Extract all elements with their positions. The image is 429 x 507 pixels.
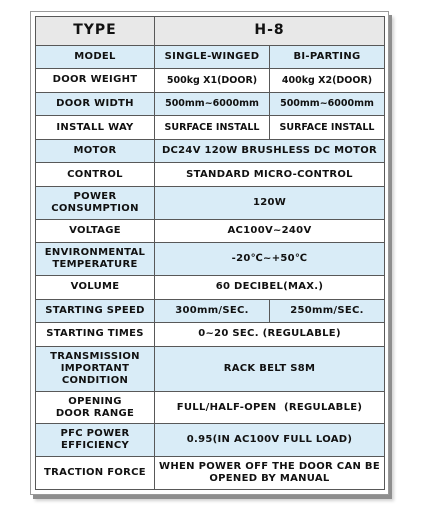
row-value-a: SINGLE-WINGED [155, 45, 270, 69]
row-value-a: 500kg X1(DOOR) [155, 69, 270, 93]
row-label: CONTROL [36, 163, 155, 187]
row-label [36, 424, 155, 457]
spec-row-volume [36, 275, 385, 299]
row-label [36, 391, 155, 424]
spec-table [35, 16, 385, 490]
row-value: FULL/HALF-OPEN (REGULABLE) [155, 391, 385, 424]
spec-row-transmission [36, 346, 385, 391]
row-label [36, 186, 155, 219]
spec-row-door-weight [36, 69, 385, 93]
row-value-a: 500mm~6000mm [155, 92, 270, 116]
label-line: OPENING [68, 395, 122, 407]
spec-row-power-consumption [36, 186, 385, 219]
label-line: CONDITION [61, 374, 129, 386]
spec-row-install-way [36, 116, 385, 140]
row-value: 0.95(IN AC100V FULL LOAD) [155, 424, 385, 457]
row-value: DC24V 120W BRUSHLESS DC MOTOR [155, 139, 385, 163]
row-label: TRACTION FORCE [36, 457, 155, 490]
row-label: DOOR WIDTH [36, 92, 155, 116]
row-value: RACK BELT S8M [155, 346, 385, 391]
label-line: POWER [73, 190, 117, 202]
row-value: -20℃~+50℃ [155, 243, 385, 276]
label-line: TRANSMISSION [50, 350, 140, 362]
label-line: DOOR RANGE [55, 407, 135, 419]
value-line: OPENED BY MANUAL [209, 473, 330, 485]
spec-row-control [36, 163, 385, 187]
spec-row-traction-force [36, 457, 385, 490]
header-row [36, 17, 385, 46]
spec-row-starting-times [36, 323, 385, 347]
row-value: 120W [155, 186, 385, 219]
row-label: INSTALL WAY [36, 116, 155, 140]
label-line: CONSUMPTION [51, 202, 139, 214]
spec-row-environmental-temperature [36, 243, 385, 276]
row-label [36, 243, 155, 276]
label-line: TEMPERATURE [52, 259, 138, 271]
label-line: IMPORTANT [60, 362, 130, 374]
row-label: VOLUME [36, 275, 155, 299]
label-line: EFFICIENCY [60, 440, 130, 452]
row-label: STARTING TIMES [36, 323, 155, 347]
row-value-b: 400kg X2(DOOR) [270, 69, 385, 93]
spec-row-door-width [36, 92, 385, 116]
row-value-a: 300mm/SEC. [155, 299, 270, 323]
value-line: WHEN POWER OFF THE DOOR CAN BE [159, 461, 380, 473]
spec-row-voltage [36, 219, 385, 243]
row-value-b: BI-PARTING [270, 45, 385, 69]
model-code: H-8 [155, 17, 385, 46]
row-value: 0~20 SEC. (REGULABLE) [155, 323, 385, 347]
label-line: PFC POWER [60, 428, 130, 440]
row-label: MOTOR [36, 139, 155, 163]
type-label: TYPE [36, 17, 155, 46]
row-value: STANDARD MICRO-CONTROL [155, 163, 385, 187]
spec-row-starting-speed [36, 299, 385, 323]
row-value: AC100V~240V [155, 219, 385, 243]
row-label: STARTING SPEED [36, 299, 155, 323]
row-value: 60 DECIBEL(MAX.) [155, 275, 385, 299]
spec-card [30, 11, 389, 495]
spec-row-model [36, 45, 385, 69]
row-value-a: SURFACE INSTALL [155, 116, 270, 140]
row-label: MODEL [36, 45, 155, 69]
row-label: DOOR WEIGHT [36, 69, 155, 93]
row-value-b: 250mm/SEC. [270, 299, 385, 323]
row-value-b: 500mm~6000mm [270, 92, 385, 116]
row-label [36, 346, 155, 391]
row-label: VOLTAGE [36, 219, 155, 243]
row-value [155, 457, 385, 490]
row-value-b: SURFACE INSTALL [270, 116, 385, 140]
spec-row-pfc-power-efficiency [36, 424, 385, 457]
spec-row-opening-door-range [36, 391, 385, 424]
label-line: ENVIRONMENTAL [44, 247, 146, 259]
spec-row-motor [36, 139, 385, 163]
